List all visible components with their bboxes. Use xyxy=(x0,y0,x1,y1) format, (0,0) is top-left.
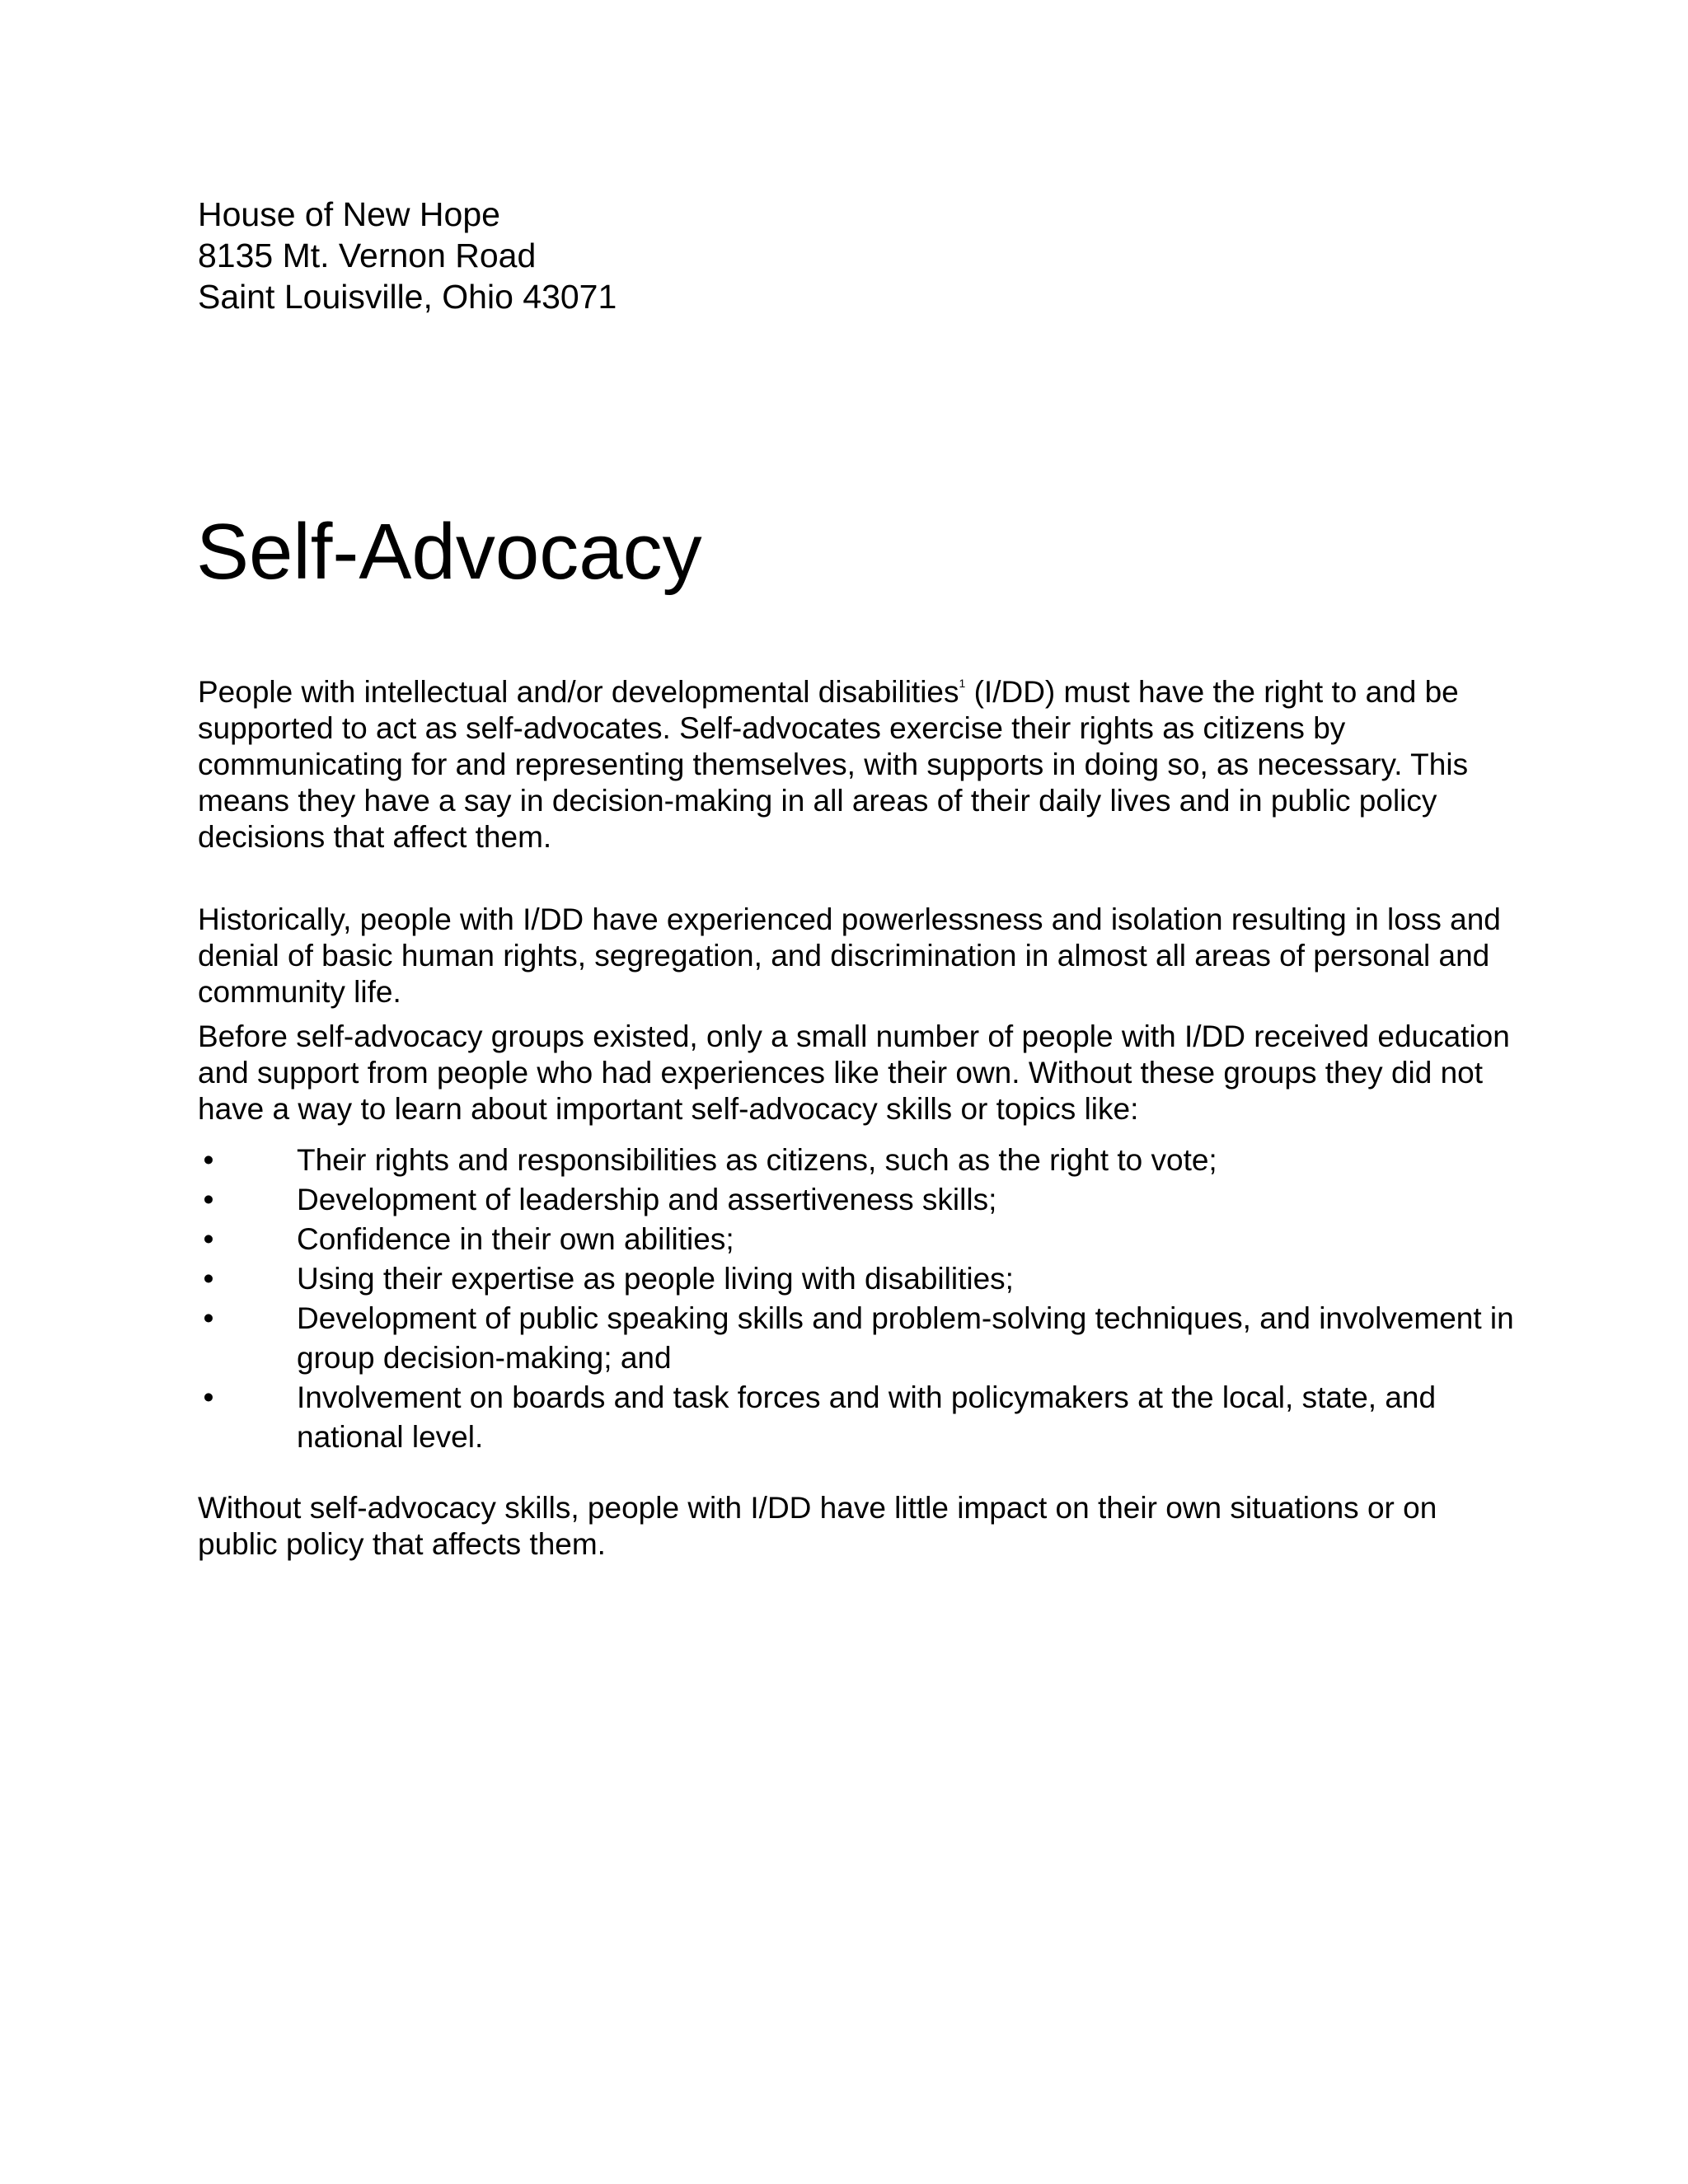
paragraph-conclusion: Without self-advocacy skills, people with I/DD have little impact on their own situations or on public policy that affects them. xyxy=(198,1491,1437,1561)
skills-bullet-list xyxy=(198,1141,1517,1457)
bullet-icon: • xyxy=(203,1143,214,1177)
bullet-icon: • xyxy=(203,1183,214,1216)
list-item xyxy=(198,1259,1517,1299)
list-item xyxy=(198,1299,1517,1378)
address-street: 8135 Mt. Vernon Road xyxy=(198,237,537,274)
list-item xyxy=(198,1180,1517,1220)
document-title: Self-Advocacy xyxy=(196,508,702,596)
bullet-icon: • xyxy=(203,1222,214,1256)
bullet-icon: • xyxy=(203,1301,214,1335)
list-item-text: Confidence in their own abilities; xyxy=(297,1222,734,1256)
paragraph-definition-rest: (I/DD) must have the right to and be supported to act as self-advocates. Self-advocates exercise their rights as citizens by communicating for and representing themselves, with supports in doing so, as necessary. This means they have a say in decision-making in all areas of their daily lives and in public policy decisions that affect them. xyxy=(198,675,1469,854)
paragraph-definition-start: People with intellectual and/or developmental disabilities xyxy=(198,675,959,709)
paragraph-definition xyxy=(198,674,1517,855)
list-item xyxy=(198,1378,1517,1457)
paragraph-history: Historically, people with I/DD have experienced powerlessness and isolation resulting in loss and denial of basic human rights, segregation, and discrimination in almost all areas of personal and community life. xyxy=(198,902,1501,1009)
address-organization: House of New Hope xyxy=(198,195,500,233)
bullet-icon: • xyxy=(203,1380,214,1414)
list-item-text: Development of leadership and assertiveness skills; xyxy=(297,1183,997,1216)
footnote-mark: 1 xyxy=(959,677,966,690)
list-item-text: Development of public speaking skills and problem-solving techniques, and involvement in group decision-making; and xyxy=(297,1301,1514,1375)
paragraph-before-groups: Before self-advocacy groups existed, only a small number of people with I/DD received education and support from people who had experiences like their own. Without these groups they did not have a way to learn about important self-advocacy skills or topics like: xyxy=(198,1019,1510,1126)
list-item xyxy=(198,1220,1517,1259)
list-item-text: Their rights and responsibilities as citizens, such as the right to vote; xyxy=(297,1143,1217,1177)
list-item xyxy=(198,1141,1517,1180)
list-item-text: Using their expertise as people living with disabilities; xyxy=(297,1262,1014,1296)
address-block xyxy=(198,194,617,317)
list-item-text: Involvement on boards and task forces and with policymakers at the local, state, and national level. xyxy=(297,1380,1437,1454)
address-city-state-zip: Saint Louisville, Ohio 43071 xyxy=(198,278,617,316)
bullet-icon: • xyxy=(203,1262,214,1296)
